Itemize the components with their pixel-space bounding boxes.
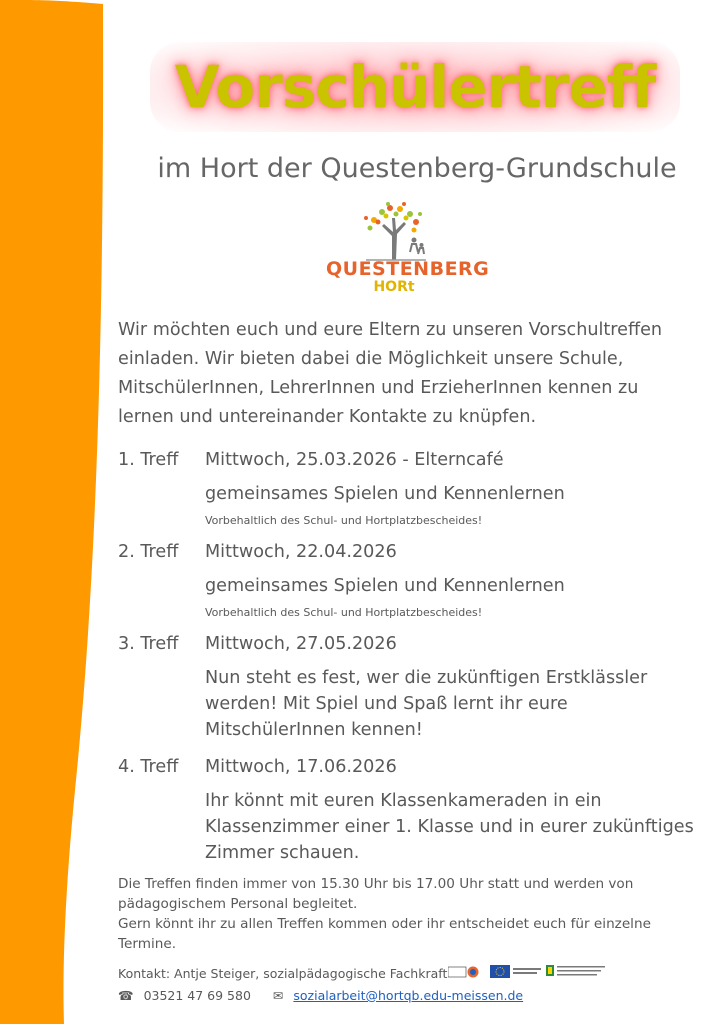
treff-description: Ihr könnt mit euren Klassenkameraden in ein Klassenzimmer einer 1. Klasse und in eurer zukünftiges Zimmer schauen. — [205, 791, 694, 863]
questenberg-hort-logo — [326, 200, 490, 300]
page-title: Vorschülertreff — [174, 53, 656, 121]
phone-number: 03521 47 69 580 — [143, 988, 251, 1003]
phone-icon: ☎ — [118, 988, 134, 1003]
treff-number: 2. Treff — [118, 542, 179, 562]
logo-text-hort: HORt — [373, 279, 415, 295]
treff-description: gemeinsames Spielen und Kennenlernen — [205, 576, 565, 596]
contact-details — [118, 988, 698, 1004]
contact-label: Kontakt: Antje Steiger, sozialpädagogische Fachkraft — [118, 966, 448, 981]
contact-line — [118, 966, 698, 982]
treff-date: Mittwoch, 17.06.2026 — [205, 757, 397, 777]
tree-icon — [326, 200, 462, 262]
treff-number: 3. Treff — [118, 634, 179, 654]
treff-note: Vorbehaltlich des Schul- und Hortplatzbescheides! — [205, 514, 483, 527]
eu-logo — [490, 963, 542, 979]
logo-text-questenberg: QUESTENBERG — [326, 258, 490, 280]
email-link[interactable]: sozialarbeit@hortqb.edu-meissen.de — [293, 988, 524, 1003]
kinder-staerken-logo — [448, 965, 480, 979]
treff-note: Vorbehaltlich des Schul- und Hortplatzbescheides! — [205, 606, 483, 619]
treff-date: Mittwoch, 27.05.2026 — [205, 634, 397, 654]
intro-paragraph: Wir möchten euch und eure Eltern zu unseren Vorschultreffen einladen. Wir bieten dabei die Möglichkeit unsere Schule, MitschülerInnen, LehrerInnen und ErzieherInnen kennen zu lernen und untereinander Kontakte zu knüpfen. — [118, 320, 663, 427]
treff-date: Mittwoch, 22.04.2026 — [205, 542, 397, 562]
footer-times: Die Treffen finden immer von 15.30 Uhr bis 17.00 Uhr statt und werden von pädagogischem Personal begleitet. — [118, 876, 634, 912]
treff-number: 4. Treff — [118, 757, 179, 777]
footer-info — [118, 874, 698, 954]
subtitle: im Hort der Questenberg-Grundschule — [157, 153, 677, 184]
footer-invitation: Gern könnt ihr zu allen Treffen kommen oder ihr entscheidet euch für einzelne Termine. — [118, 916, 651, 952]
treff-date: Mittwoch, 25.03.2026 - Elterncafé — [205, 450, 504, 470]
treff-number: 1. Treff — [118, 450, 179, 470]
orange-decor-stripe — [0, 0, 110, 1024]
mail-icon: ✉ — [272, 988, 284, 1003]
saxony-logo — [546, 963, 608, 979]
treff-description: gemeinsames Spielen und Kennenlernen — [205, 484, 565, 504]
title-banner — [150, 42, 680, 132]
treff-description: Nun steht es fest, wer die zukünftigen Erstklässler werden! Mit Spiel und Spaß lernt ihr eure MitschülerInnen kennen! — [205, 668, 648, 740]
